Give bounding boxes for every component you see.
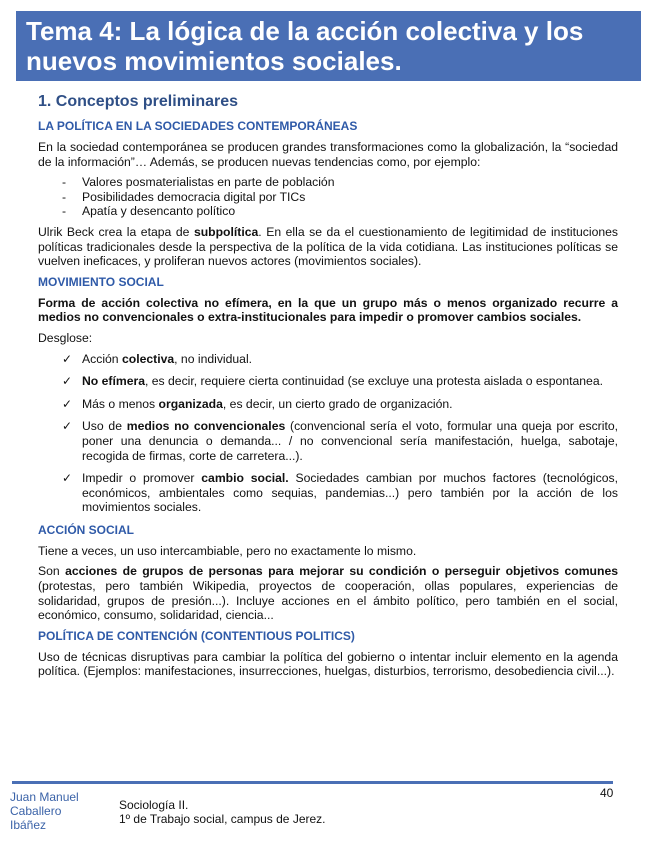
check-term: cambio social. <box>201 471 289 486</box>
beck-text-pre: Ulrik Beck crea la etapa de <box>38 224 194 239</box>
footer-course <box>119 798 326 826</box>
check-pre: Uso de <box>82 419 127 434</box>
check-post: (convencional sería el voto, formular una queja por escrito, poner una denuncia o demanda... / no convencional sería manifestación, huelga, sabotaje, recogida de firmas, corte de carretera...). <box>82 419 618 463</box>
document-body <box>38 92 618 685</box>
check-term: colectiva <box>121 351 175 366</box>
politica-intro: En la sociedad contemporánea se producen grandes transformaciones como la globalización, la “sociedad de la información”… Además, se producen nuevas tendencias como, por ejemplo: <box>38 140 618 169</box>
check-item <box>38 419 618 463</box>
definition-text: Forma de acción colectiva no efímera, en la que un grupo más o menos organizado recurre a medios no convencionales o extra-institucionales para impedir o promover cambios sociales. <box>38 295 618 325</box>
accion-p1: Tiene a veces, un uso intercambiable, pero no exactamente lo mismo. <box>38 543 417 558</box>
accion-term: acciones de grupos de personas para mejorar su condición o perseguir objetivos comunes <box>65 564 618 579</box>
check-pre: Acción <box>82 351 122 366</box>
check-post: , es decir, requiere cierta continuidad (se excluye una protesta aislada o espontanea. <box>145 374 603 389</box>
trends-list <box>38 175 618 219</box>
footer-author: Juan Manuel Caballero Ibáñez <box>10 790 79 832</box>
check-item <box>38 352 618 367</box>
beck-paragraph <box>38 225 618 269</box>
check-pre: Más o menos <box>82 396 159 411</box>
check-icon: ✓ <box>62 396 73 411</box>
beck-text-post: . En ella se da el cuestionamiento de legitimidad de instituciones políticas tradicionales desde la perspectiva de la política de la vida cotidiana. Las instituciones políticas se vuelven ineficaces, y proliferan nuevos actores (movimientos sociales). <box>38 224 619 269</box>
contencion-heading: POLÍTICA DE CONTENCIÓN (CONTENTIOUS POLITICS) <box>38 628 355 643</box>
politica-heading: LA POLÍTICA EN LA SOCIEDADES CONTEMPORÁNEAS <box>38 119 358 133</box>
title-banner <box>16 11 641 81</box>
check-post: Sociedades cambian por muchos factores (tecnológicos, económicos, ambientales como sequias, pandemias...) pero también por la acción de los movimientos sociales. <box>82 471 618 515</box>
check-item <box>38 374 618 389</box>
check-term: organizada <box>158 396 223 411</box>
accion-post: (protestas, pero también Wikipedia, proyectos de cooperación, ollas populares, experiencias de solidaridad, grupos de presión...). Incluye acciones en el ámbito político, pero también en el social, económico, consumo, solidaridad, ciencia... <box>38 579 618 623</box>
check-pre: Impedir o promover <box>82 471 202 486</box>
course-campus: 1º de Trabajo social, campus de Jerez. <box>119 812 326 826</box>
list-item: - Apatía y desencanto político <box>38 204 618 219</box>
beck-term: subpolítica <box>193 224 259 239</box>
movimiento-heading: MOVIMIENTO SOCIAL <box>38 274 164 289</box>
list-item: - Posibilidades democracia digital por TICs <box>38 190 618 205</box>
section-heading: 1. Conceptos preliminares <box>38 93 239 110</box>
page-title: Tema 4: La lógica de la acción colectiva y los nuevos movimientos sociales. <box>26 16 584 76</box>
check-icon: ✓ <box>62 351 73 366</box>
check-icon: ✓ <box>62 471 73 486</box>
accion-p2 <box>38 564 618 622</box>
footer-divider <box>12 781 613 784</box>
contencion-paragraph: Uso de técnicas disruptivas para cambiar la política del gobierno o intentar incluir elemento en la agenda política. (Ejemplos: manifestaciones, insurrecciones, huelgas, disturbios, terrorismo, desobediencia civil...). <box>38 649 618 679</box>
check-item <box>38 471 618 515</box>
movimiento-definition <box>38 296 618 325</box>
check-item <box>38 397 618 412</box>
course-name: Sociología II. <box>119 798 189 812</box>
check-icon: ✓ <box>62 419 73 434</box>
accion-heading: ACCIÓN SOCIAL <box>38 522 134 537</box>
check-post: , es decir, un cierto grado de organización. <box>222 396 453 411</box>
checklist <box>38 352 618 515</box>
check-term: medios no convencionales <box>126 419 286 434</box>
check-term: No efímera <box>82 374 145 389</box>
check-post: , no individual. <box>174 351 253 366</box>
desglose-label: Desglose: <box>38 330 93 345</box>
check-icon: ✓ <box>62 374 73 389</box>
accion-pre: Son <box>38 564 66 579</box>
list-item: - Valores posmaterialistas en parte de población <box>38 175 618 190</box>
page-number: 40 <box>600 786 614 800</box>
